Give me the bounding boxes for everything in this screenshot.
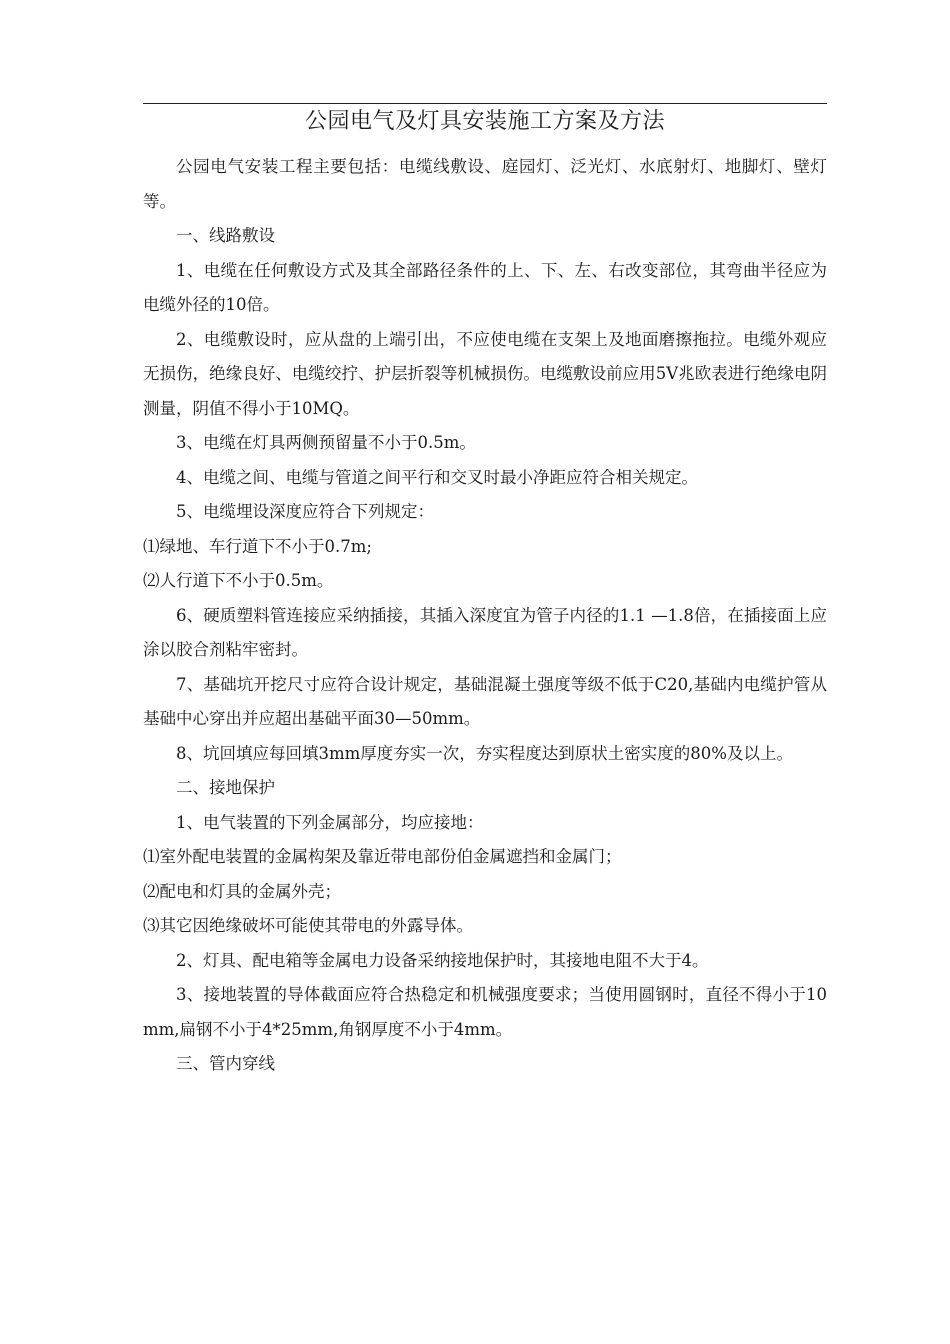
- paragraph-item: 2、电缆敷设时，应从盘的上端引出，不应使电缆在支架上及地面磨擦拖拉。电缆外观应无损伤，绝缘良好、电缆绞拧、护层折裂等机械损伤。电缆敷设前应用5V兆欧表进行绝缘电阴测量，阴值不得小于10MQ。: [143, 329, 827, 418]
- paragraph-item: 3、接地装置的导体截面应符合热稳定和机械强度要求；当使用圆钢时，直径不得小于10mm,扁钢不小于4*25mm,角钢厚度不小于4mm。: [143, 985, 827, 1039]
- sub-item: ⑴室外配电装置的金属构架及靠近带电部份伯金属遮挡和金属门；: [143, 847, 622, 866]
- document-body: [143, 150, 827, 1082]
- intro-paragraph: 公园电气安装工程主要包括：电缆线敷设、庭园灯、泛光灯、水底射灯、地脚灯、壁灯等。: [143, 157, 827, 211]
- header-rule: [143, 103, 827, 104]
- paragraph-item: 1、电缆在任何敷设方式及其全部路径条件的上、下、左、右改变部位，其弯曲半径应为电缆外径的10倍。: [143, 260, 827, 314]
- paragraph-item: 7、基础坑开挖尺寸应符合设计规定，基础混凝土强度等级不低于C20,基础内电缆护管从基础中心穿出并应超出基础平面30—50mm。: [143, 674, 827, 728]
- paragraph-item: 4、电缆之间、电缆与管道之间平行和交叉时最小净距应符合相关规定。: [176, 467, 698, 487]
- paragraph-item: 2、灯具、配电箱等金属电力设备采纳接地保护时，其接地电阻不大于4。: [176, 950, 709, 970]
- section-heading-conduit-wiring: 三、管内穿线: [176, 1054, 275, 1073]
- section-heading-wiring: 一、线路敷设: [176, 226, 275, 245]
- paragraph-item: 1、电气装置的下列金属部分，均应接地：: [176, 812, 484, 832]
- section-heading-grounding: 二、接地保护: [176, 778, 275, 797]
- paragraph-item: 8、坑回填应每回填3mm厚度夯实一次，夯实程度达到原状土密实度的80%及以上。: [176, 743, 793, 763]
- sub-item: ⑵配电和灯具的金属外壳；: [143, 881, 341, 901]
- sub-item: ⑶其它因绝缘破坏可能使其带电的外露导体。: [143, 916, 473, 935]
- sub-item: ⑵人行道下不小于0.5m。: [143, 571, 334, 590]
- document-title: 公园电气及灯具安装施工方案及方法: [304, 109, 665, 134]
- paragraph-item: 3、电缆在灯具两侧预留量不小于0.5m。: [176, 433, 476, 452]
- paragraph-item: 6、硬质塑料管连接应采纳插接，其插入深度宜为管子内径的1.1 —1.8倍，在插接面上应涂以胶合剂粘牢密封。: [143, 605, 827, 659]
- paragraph-item: 5、电缆埋设深度应符合下列规定：: [176, 502, 434, 521]
- sub-item: ⑴绿地、车行道下不小于0.7m;: [143, 536, 372, 556]
